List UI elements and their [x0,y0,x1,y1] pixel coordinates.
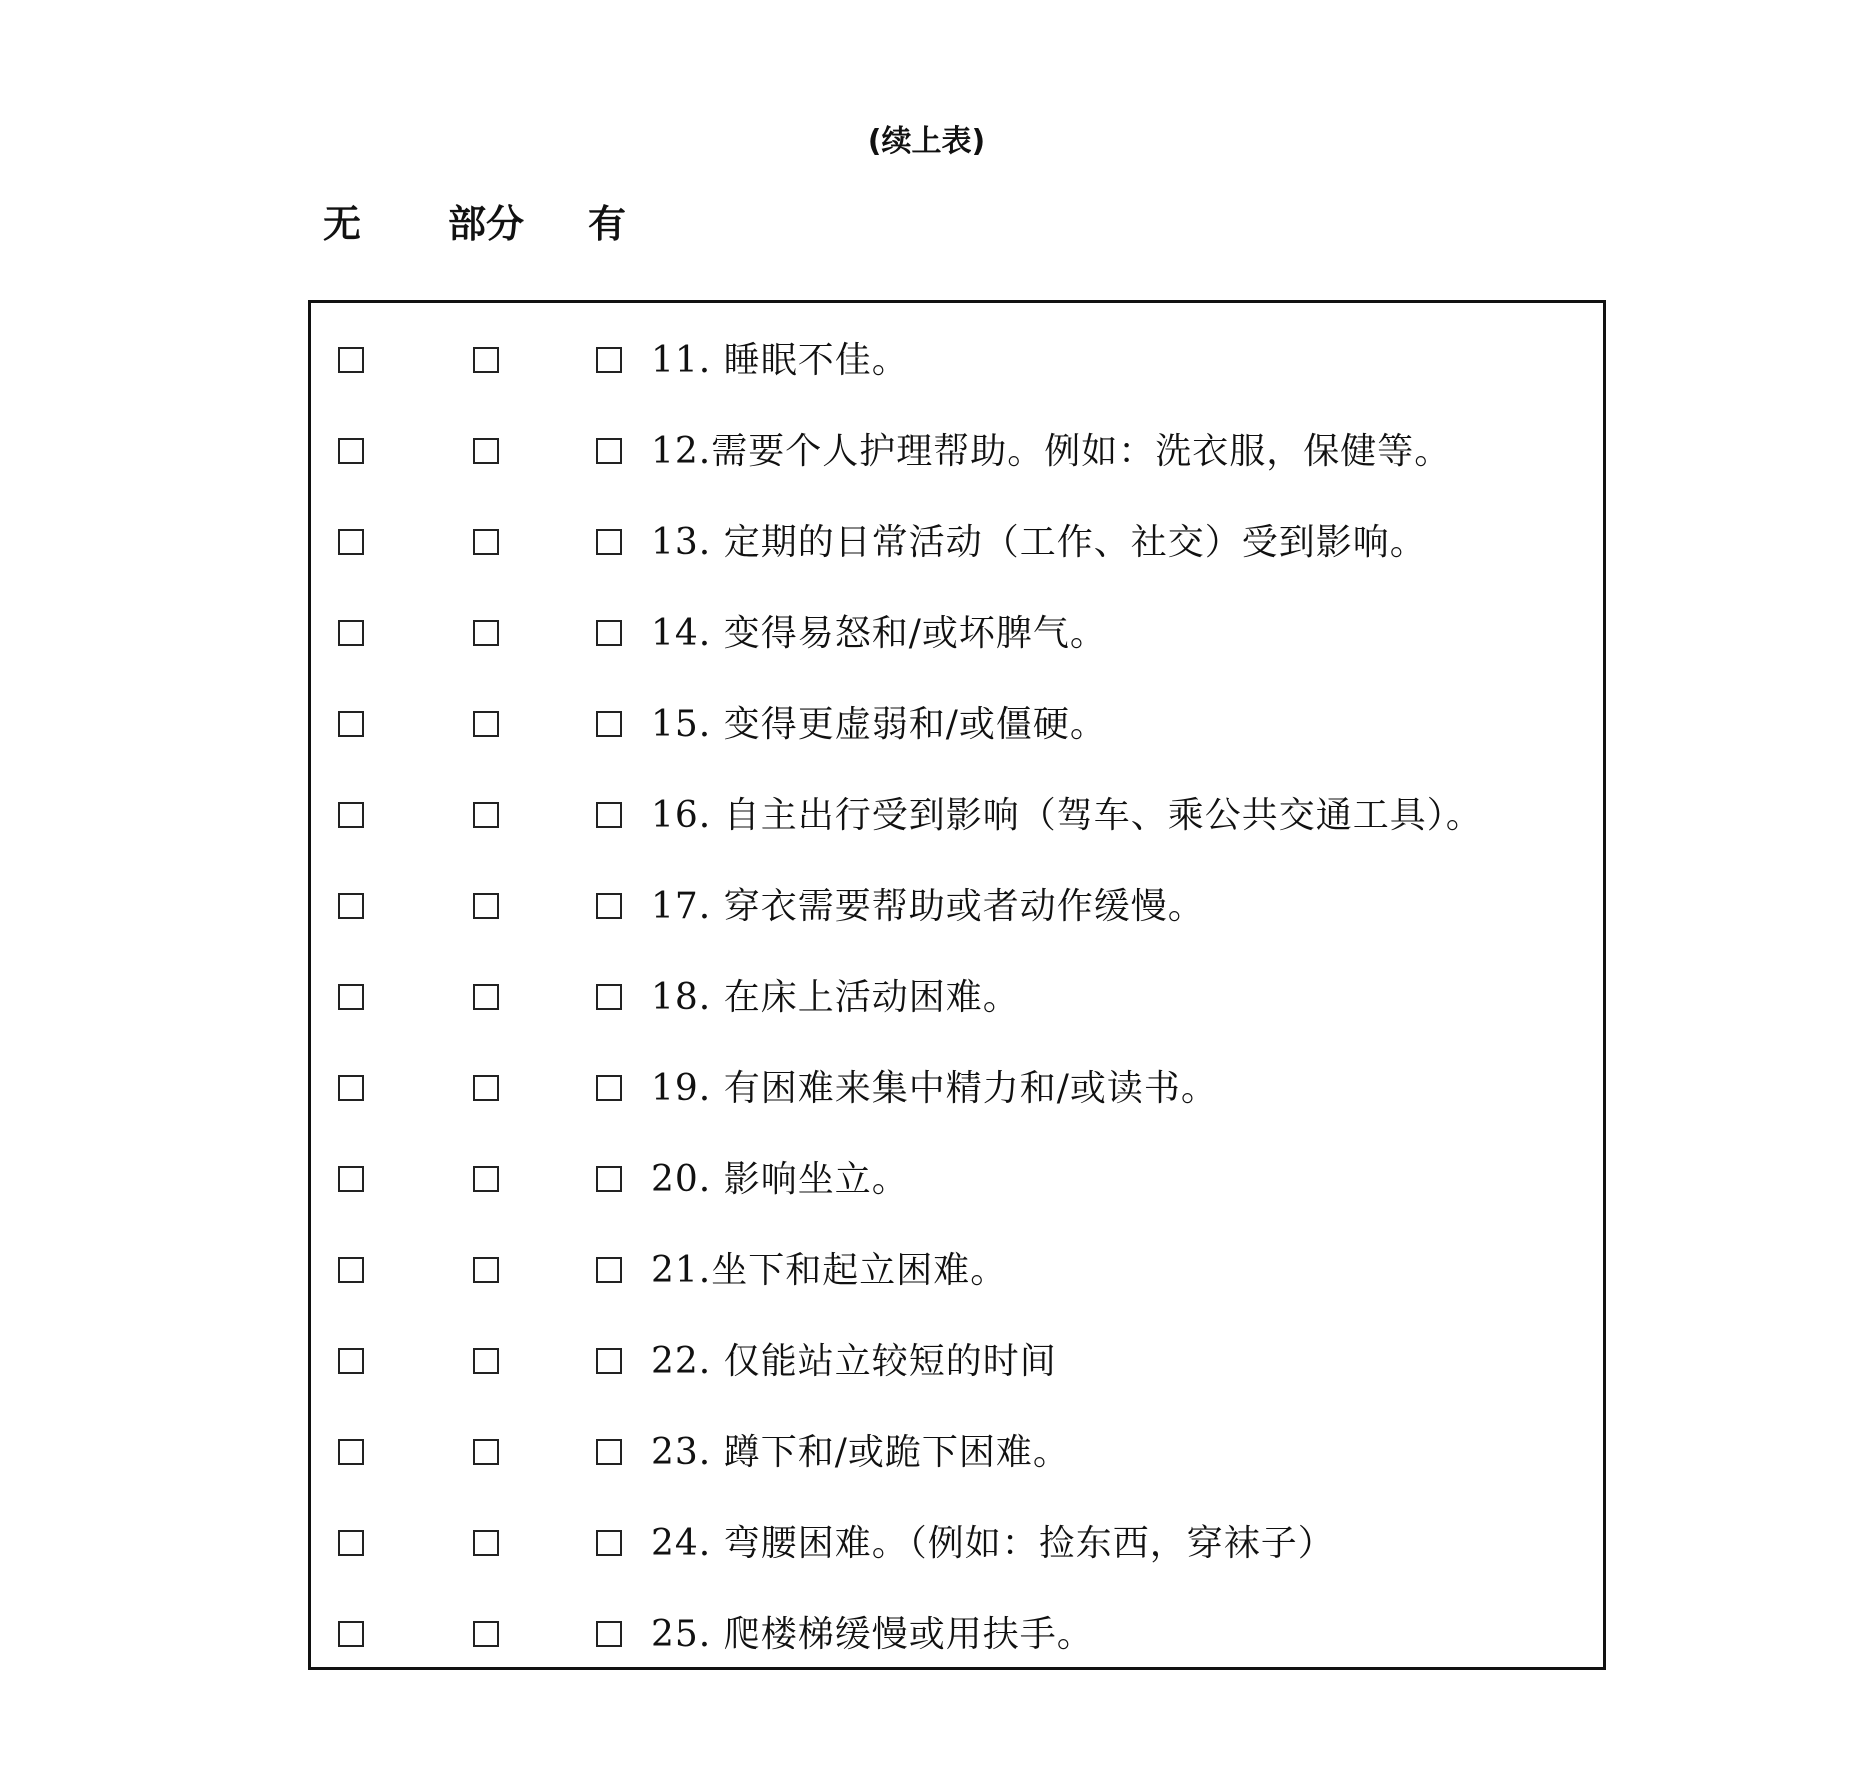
checkbox-yes[interactable] [596,1075,622,1101]
checkbox-yes[interactable] [596,1530,622,1556]
list-item [311,1152,1603,1212]
list-item [311,1516,1603,1576]
checkbox-none[interactable] [338,1530,364,1556]
list-item [311,1334,1603,1394]
list-item [311,333,1603,393]
checkbox-none[interactable] [338,1257,364,1283]
item-label: 19. 有困难来集中精力和/或读书。 [651,1068,1218,1109]
list-item [311,788,1603,848]
checkbox-partial[interactable] [473,529,499,555]
page-title: (续上表) [867,124,986,159]
checkbox-yes[interactable] [596,984,622,1010]
item-label: 21.坐下和起立困难。 [651,1250,1008,1291]
item-label: 12.需要个人护理帮助。例如：洗衣服，保健等。 [651,431,1452,472]
item-label: 18. 在床上活动困难。 [651,977,1020,1018]
checkbox-none[interactable] [338,1621,364,1647]
item-label: 16. 自主出行受到影响（驾车、乘公共交通工具）。 [651,795,1483,836]
checkbox-yes[interactable] [596,1439,622,1465]
item-label: 22. 仅能站立较短的时间 [651,1341,1057,1382]
item-label: 25. 爬楼梯缓慢或用扶手。 [651,1614,1094,1655]
item-label: 17. 穿衣需要帮助或者动作缓慢。 [651,886,1205,927]
checkbox-partial[interactable] [473,1348,499,1374]
checkbox-yes[interactable] [596,893,622,919]
item-label: 20. 影响坐立。 [651,1159,909,1200]
checkbox-partial[interactable] [473,1530,499,1556]
column-header-none: 无 [323,202,362,246]
item-label: 24. 弯腰困难。（例如：捡东西，穿袜子） [651,1523,1335,1564]
checkbox-none[interactable] [338,1348,364,1374]
column-header-yes: 有 [588,202,627,246]
checkbox-none[interactable] [338,1075,364,1101]
list-item [311,1425,1603,1485]
checkbox-yes[interactable] [596,529,622,555]
checkbox-none[interactable] [338,347,364,373]
checkbox-none[interactable] [338,1439,364,1465]
checkbox-partial[interactable] [473,711,499,737]
checkbox-none[interactable] [338,529,364,555]
checkbox-yes[interactable] [596,802,622,828]
checkbox-partial[interactable] [473,1439,499,1465]
checkbox-partial[interactable] [473,1075,499,1101]
checkbox-none[interactable] [338,620,364,646]
list-item [311,879,1603,939]
checkbox-yes[interactable] [596,347,622,373]
checkbox-yes[interactable] [596,438,622,464]
checkbox-yes[interactable] [596,1348,622,1374]
list-item [311,970,1603,1030]
checkbox-none[interactable] [338,711,364,737]
checkbox-partial[interactable] [473,802,499,828]
checkbox-partial[interactable] [473,620,499,646]
column-header-partial: 部分 [448,202,525,246]
checkbox-yes[interactable] [596,711,622,737]
item-label: 23. 蹲下和/或跪下困难。 [651,1432,1070,1473]
checkbox-partial[interactable] [473,984,499,1010]
checkbox-partial[interactable] [473,1166,499,1192]
checkbox-partial[interactable] [473,893,499,919]
list-item [311,1607,1603,1667]
checkbox-none[interactable] [338,984,364,1010]
list-item [311,424,1603,484]
checkbox-partial[interactable] [473,1621,499,1647]
checkbox-partial[interactable] [473,438,499,464]
checkbox-yes[interactable] [596,1621,622,1647]
list-item [311,515,1603,575]
item-label: 11. 睡眠不佳。 [651,340,909,381]
questionnaire-table [308,300,1606,1670]
list-item [311,697,1603,757]
list-item [311,606,1603,666]
checkbox-none[interactable] [338,438,364,464]
item-label: 14. 变得易怒和/或坏脾气。 [651,613,1107,654]
checkbox-none[interactable] [338,893,364,919]
item-label: 13. 定期的日常活动（工作、社交）受到影响。 [651,522,1427,563]
checkbox-none[interactable] [338,1166,364,1192]
checkbox-partial[interactable] [473,1257,499,1283]
item-label: 15. 变得更虚弱和/或僵硬。 [651,704,1107,745]
list-item [311,1061,1603,1121]
list-item [311,1243,1603,1303]
checkbox-partial[interactable] [473,347,499,373]
checkbox-yes[interactable] [596,1166,622,1192]
checkbox-yes[interactable] [596,620,622,646]
checkbox-none[interactable] [338,802,364,828]
checkbox-yes[interactable] [596,1257,622,1283]
